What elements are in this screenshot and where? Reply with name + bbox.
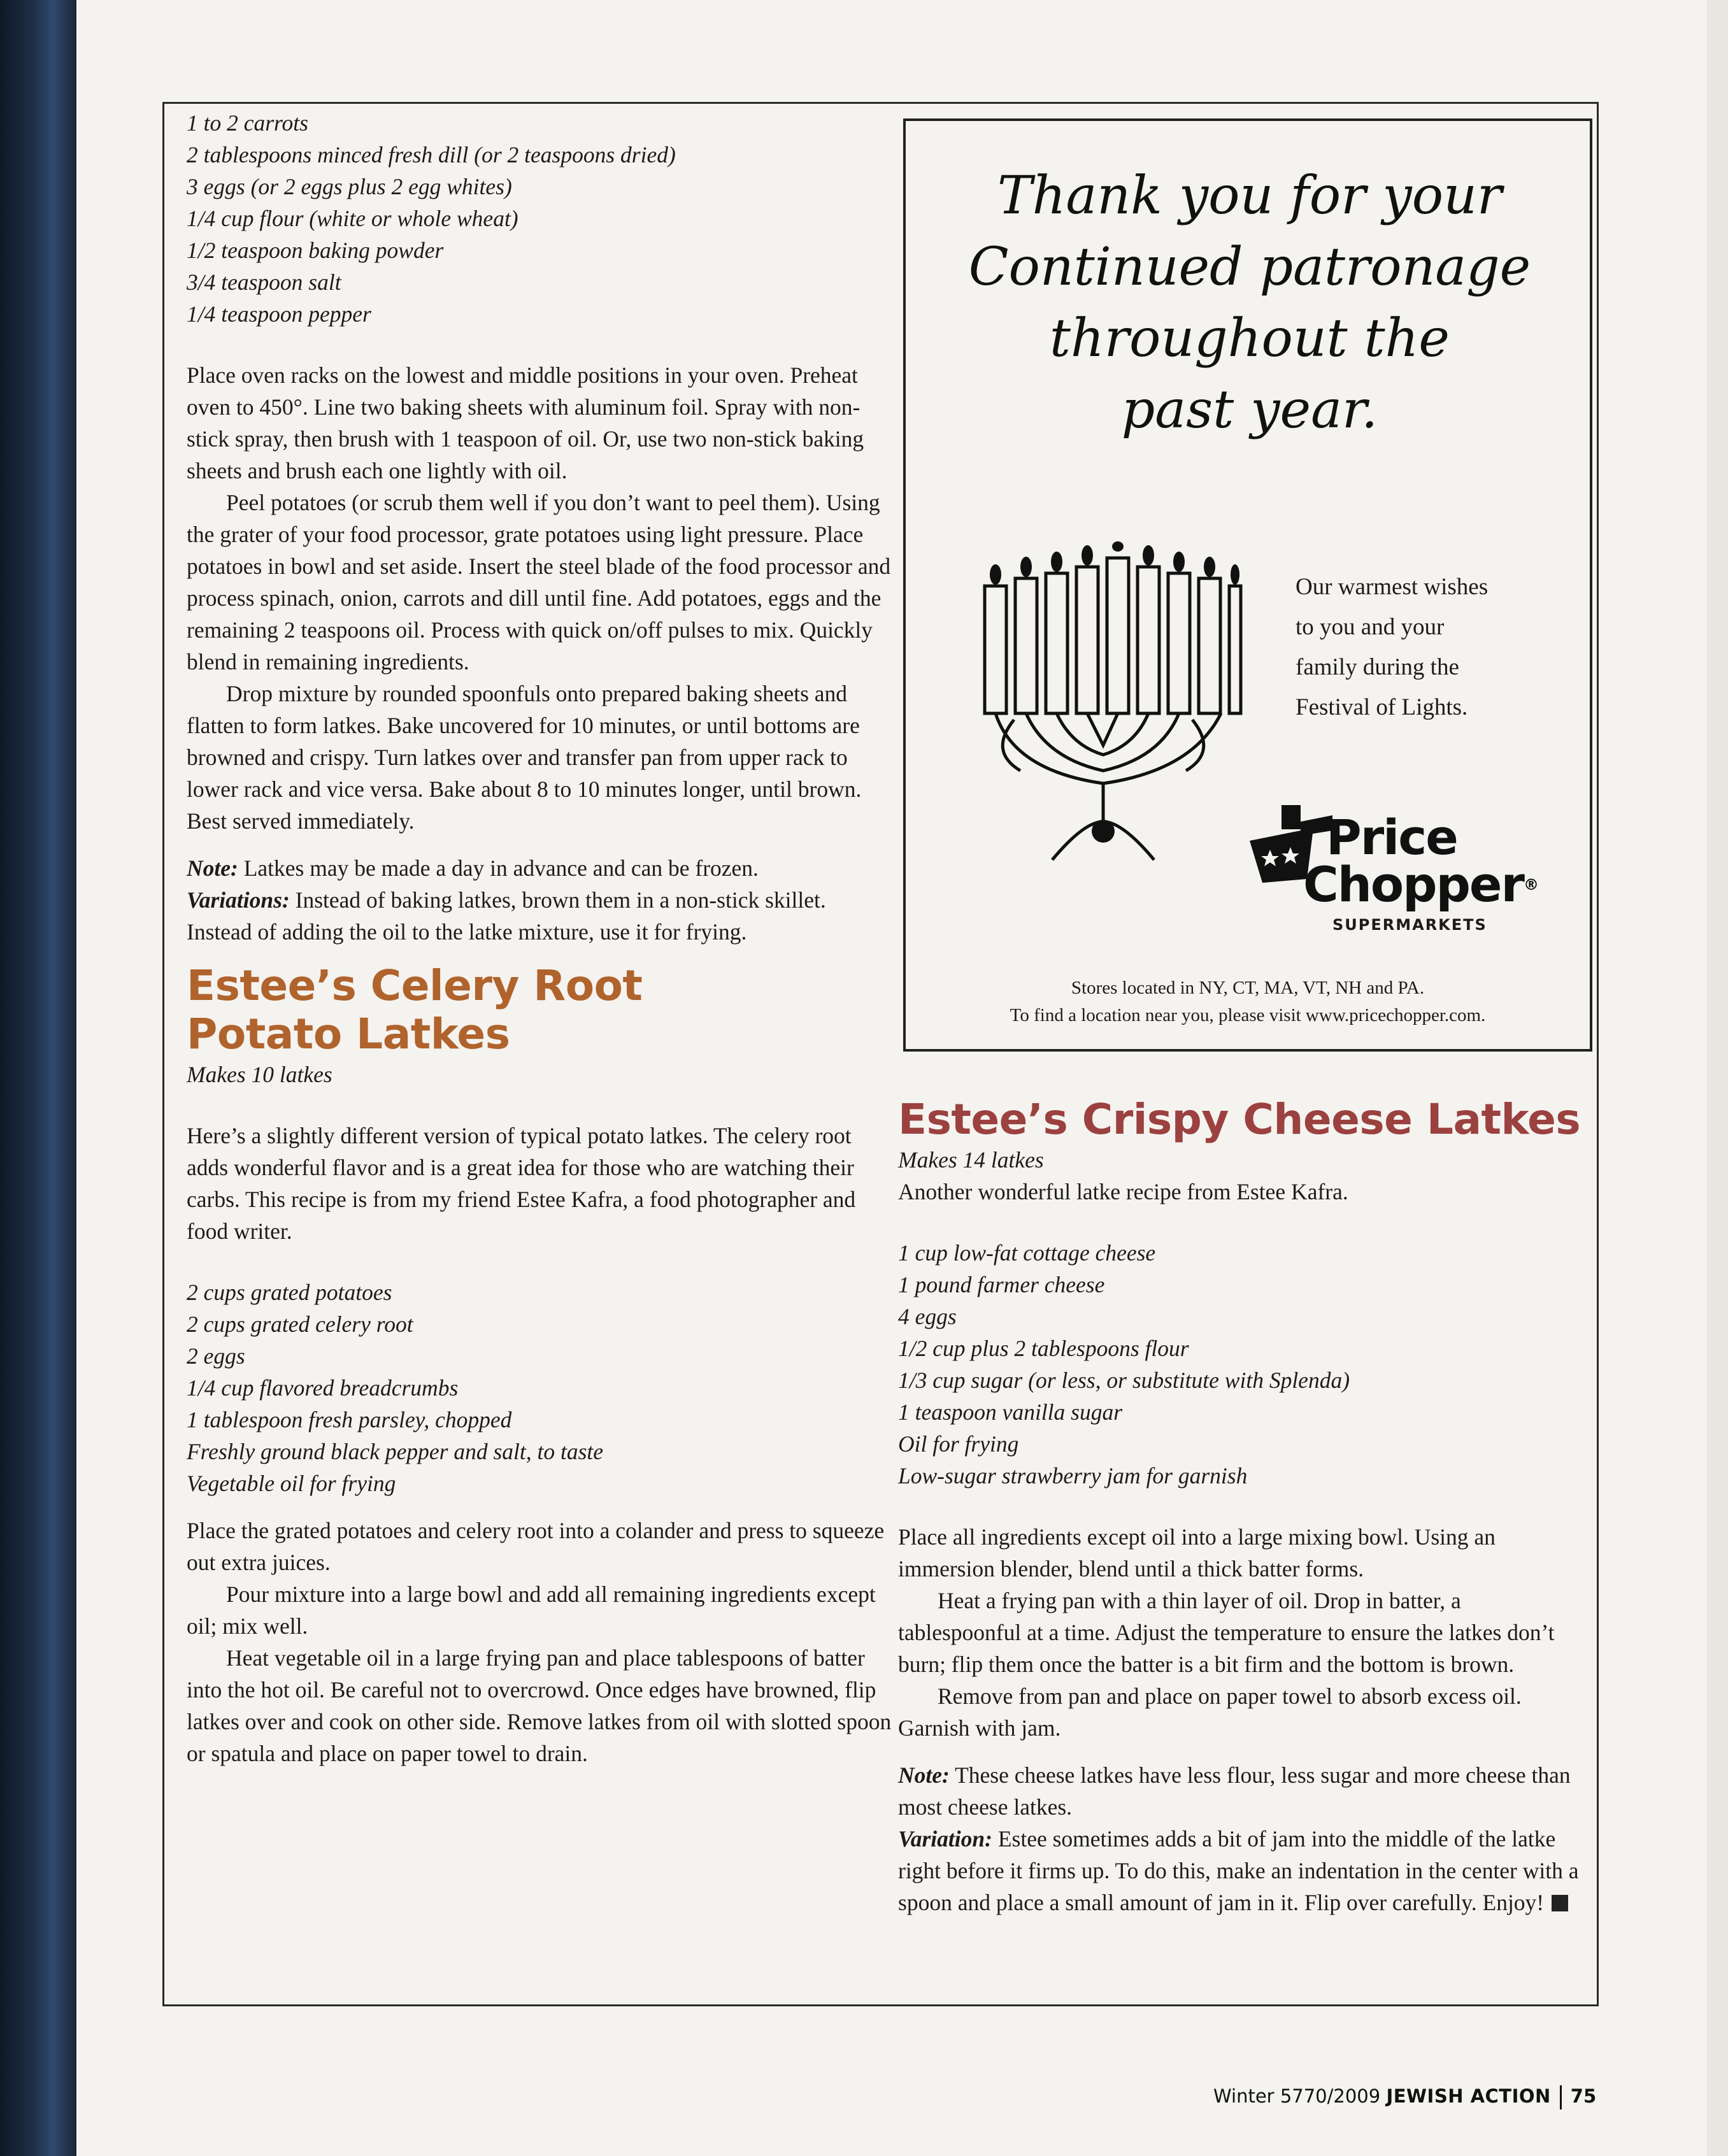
ad-wish-line: to you and your: [1296, 614, 1445, 640]
note-label: Note:: [898, 1762, 950, 1788]
list-item: 3/4 teaspoon salt: [187, 269, 341, 295]
menorah-icon: [976, 541, 1243, 866]
list-item: 1/4 teaspoon pepper: [187, 301, 371, 327]
list-item: 1/2 cup plus 2 tablespoons flour: [898, 1336, 1189, 1361]
list-item: 2 cups grated potatoes: [187, 1280, 392, 1305]
logo-wordmark: [1303, 809, 1539, 913]
list-item: 2 eggs: [187, 1343, 245, 1369]
variations-text: Instead of baking latkes, brown them in a non-stick skillet. Instead of adding the oil to the latke mixture, use it for frying.: [187, 887, 826, 945]
list-item: 2 cups grated celery root: [187, 1311, 413, 1337]
celery-intro: Here’s a slightly different version of typical potato latkes. The celery root adds wonderful flavor and is a great idea for those who are watching their carbs. This recipe is from my friend Estee Kafra, a food photographer and food writer.: [187, 1123, 856, 1244]
note-text: Latkes may be made a day in advance and can be frozen.: [238, 855, 759, 881]
list-item: 1/3 cup sugar (or less, or substitute with Splenda): [898, 1367, 1350, 1393]
variations-label: Variations:: [187, 887, 290, 913]
celery-step-3: Heat vegetable oil in a large frying pan and place tablespoons of batter into the hot oil. Be careful not to overcrowd. Once edges have browned, flip latkes over and cook on other side. Remove latkes from oil with slotted spoon or spatula and place on paper towel to drain.: [187, 1645, 892, 1766]
cheese-yield: Makes 14 latkes: [898, 1147, 1044, 1173]
continued-step-3: Drop mixture by rounded spoonfuls onto prepared baking sheets and flatten to form latkes. Bake uncovered for 10 minutes, or until bottoms are browned and crispy. Turn latkes over and transfer pan from upper rack to lower rack and vice versa. Bake about 8 to 10 minutes longer, until brown. Best served immediately.: [187, 681, 862, 834]
ad-wish-line: Our warmest wishes: [1296, 574, 1489, 600]
continued-ingredient-list: [187, 107, 897, 330]
ad-headline-line: Continued patronage: [968, 237, 1531, 297]
continued-variations: [187, 884, 897, 948]
list-item: Low-sugar strawberry jam for garnish: [898, 1463, 1248, 1488]
price-chopper-logo: [1237, 803, 1539, 949]
variation-text: Estee sometimes adds a bit of jam into the middle of the latke right before it firms up. To do this, make an indentation in the center with a spoon and place a small amount of jam in it. Flip over carefully. Enjoy!: [898, 1826, 1579, 1915]
continued-note: [187, 852, 897, 884]
cheese-variation: [898, 1823, 1586, 1918]
ad-stores: Stores located in NY, CT, MA, VT, NH and PA.: [1071, 978, 1425, 998]
ad-headline-line: throughout the: [1050, 308, 1450, 369]
celery-recipe-title: [187, 962, 897, 1059]
ad-headline-line: past year.: [1121, 380, 1378, 440]
list-item: 1 to 2 carrots: [187, 110, 308, 136]
list-item: 3 eggs (or 2 eggs plus 2 egg whites): [187, 174, 512, 199]
ad-find: To find a location near you, please visit www.pricechopper.com.: [1010, 1005, 1486, 1025]
variation-label: Variation:: [898, 1826, 992, 1852]
left-column: [187, 107, 897, 1769]
page-footer: [1213, 2081, 1596, 2111]
continued-step-1: Place oven racks on the lowest and middle positions in your oven. Preheat oven to 450°. Line two baking sheets with aluminum foil. Spray with non-stick spray, then brush with 1 teaspoon of oil. Or, use two non-stick baking sheets and brush each one lightly with oil.: [187, 362, 864, 483]
registered-mark: ®: [1523, 876, 1539, 894]
page-number: 75: [1570, 2085, 1597, 2107]
list-item: 4 eggs: [898, 1304, 957, 1329]
binding-spine: [0, 0, 76, 2156]
logo-line-1: Price: [1326, 809, 1457, 866]
cheese-intro: Another wonderful latke recipe from Estee Kafra.: [898, 1179, 1348, 1204]
list-item: 1 teaspoon vanilla sugar: [898, 1399, 1123, 1425]
ad-store-info: [906, 974, 1590, 1029]
celery-title-line-1: Estee’s Celery Root: [187, 961, 643, 1010]
list-item: 1 pound farmer cheese: [898, 1272, 1105, 1297]
celery-yield: Makes 10 latkes: [187, 1062, 332, 1087]
list-item: 1/4 cup flavored breadcrumbs: [187, 1375, 459, 1401]
right-column: [898, 1096, 1586, 1918]
celery-ingredient-list: [187, 1276, 897, 1499]
price-chopper-ad: [903, 118, 1592, 1052]
list-item: Freshly ground black pepper and salt, to taste: [187, 1439, 604, 1464]
note-label: Note:: [187, 855, 238, 881]
logo-line-2: [1303, 856, 1539, 913]
list-item: 2 tablespoons minced fresh dill (or 2 teaspoons dried): [187, 142, 676, 168]
celery-title-line-2: Potato Latkes: [187, 1010, 510, 1059]
logo-subtitle: SUPERMARKETS: [1332, 916, 1487, 934]
footer-divider: [1560, 2085, 1562, 2110]
list-item: 1 cup low-fat cottage cheese: [898, 1240, 1156, 1266]
list-item: Oil for frying: [898, 1431, 1019, 1457]
cheese-ingredient-list: [898, 1237, 1586, 1492]
celery-step-1: Place the grated potatoes and celery root into a colander and press to squeeze out extra juices.: [187, 1518, 885, 1575]
list-item: Vegetable oil for frying: [187, 1471, 396, 1496]
ad-wishes: [1296, 567, 1576, 727]
cheese-recipe-title: Estee’s Crispy Cheese Latkes: [898, 1095, 1581, 1144]
list-item: 1/4 cup flour (white or whole wheat): [187, 206, 518, 231]
magazine-name: JEWISH ACTION: [1386, 2085, 1551, 2107]
ad-headline: [931, 161, 1568, 446]
cheese-note: [898, 1759, 1586, 1823]
end-mark-icon: [1552, 1895, 1568, 1911]
ad-wish-line: Festival of Lights.: [1296, 694, 1468, 720]
list-item: 1 tablespoon fresh parsley, chopped: [187, 1407, 512, 1432]
note-text: These cheese latkes have less flour, less sugar and more cheese than most cheese latkes.: [898, 1762, 1571, 1820]
celery-step-2: Pour mixture into a large bowl and add all remaining ingredients except oil; mix well.: [187, 1581, 876, 1639]
ad-wish-line: family during the: [1296, 654, 1459, 680]
ad-headline-line: Thank you for your: [997, 166, 1503, 226]
logo-chopper-text: Chopper: [1303, 856, 1524, 913]
continued-step-2: Peel potatoes (or scrub them well if you don’t want to peel them). Using the grater of your food processor, grate potatoes using light pressure. Place potatoes in bowl and set aside. Insert the steel blade of the food processor and process spinach, onion, carrots and dill until fine. Add potatoes, eggs and the remaining 2 teaspoons oil. Process with quick on/off pulses to mix. Quickly blend in remaining ingredients.: [187, 490, 891, 675]
list-item: 1/2 teaspoon baking powder: [187, 238, 444, 263]
cheese-step-3: Remove from pan and place on paper towel to absorb excess oil. Garnish with jam.: [898, 1683, 1522, 1741]
issue-date: Winter 5770/2009: [1213, 2085, 1381, 2107]
cheese-step-1: Place all ingredients except oil into a large mixing bowl. Using an immersion blender, blend until a thick batter forms.: [898, 1524, 1496, 1581]
cheese-step-2: Heat a frying pan with a thin layer of oil. Drop in batter, a tablespoonful at a time. Adjust the temperature to ensure the latkes don’t burn; flip them once the batter is a bit firm and the bottom is brown.: [898, 1588, 1555, 1677]
